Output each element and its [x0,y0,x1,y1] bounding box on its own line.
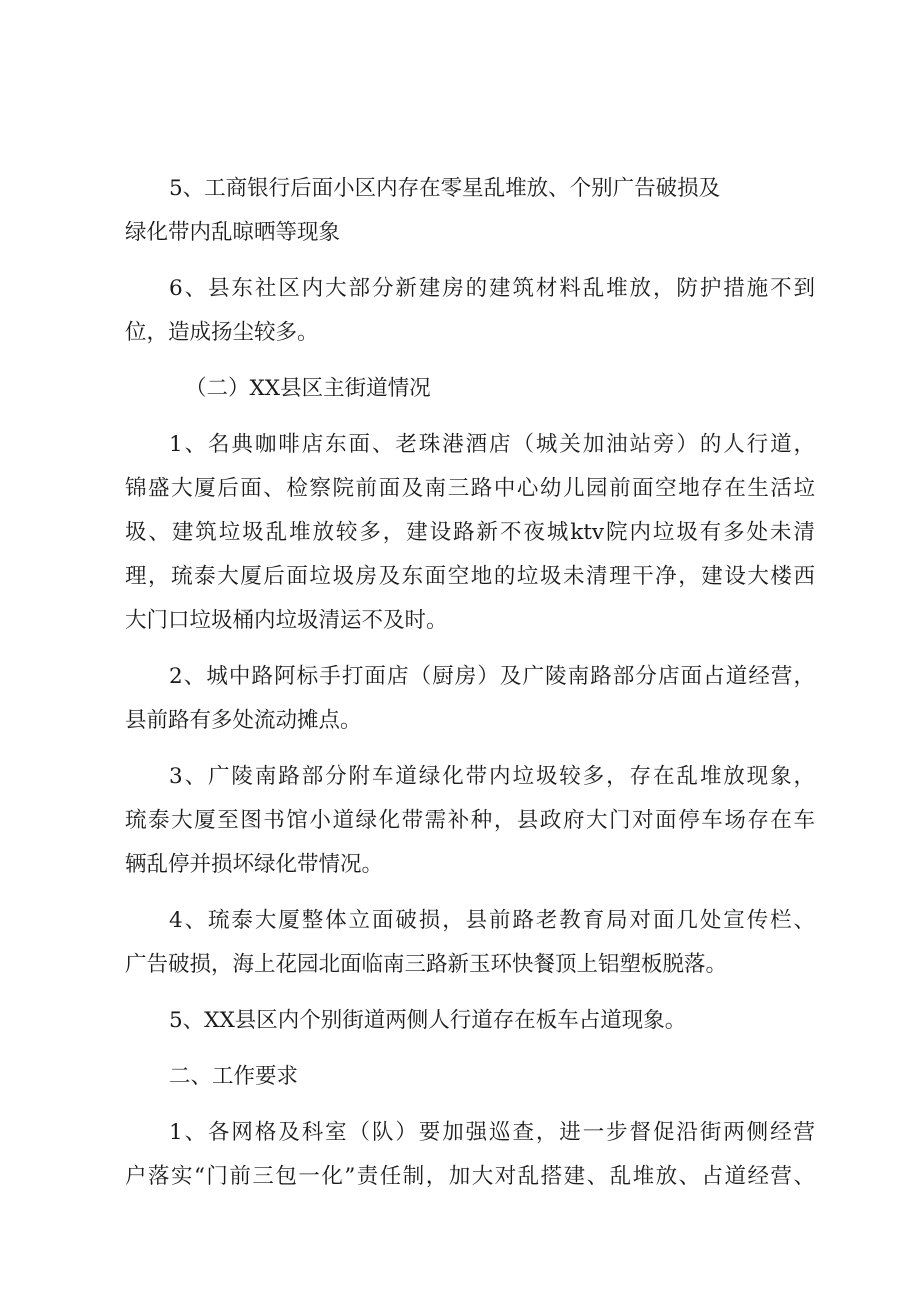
text-line: 位，造成扬尘较多。 [125,320,319,345]
text-line: 县前路有多处流动摊点。 [125,708,362,733]
section-heading-work-requirements [125,1055,815,1099]
heading-line: （二）XX县区主街道情况 [185,376,431,401]
heading-line: 二、工作要求 [169,1064,299,1089]
text-line: 5、XX县区内个别街道两侧人行道存在板车占道现象。 [169,1008,687,1033]
section-heading-main-streets [125,367,815,411]
text-line: 理，琉泰大厦后面垃圾房及东面空地的垃圾未清理干净，建设大楼西 [125,564,815,589]
text-line: 大门口垃圾桶内垃圾清运不及时。 [125,608,448,633]
paragraph-item-4-streets [125,899,815,987]
text-line: 5、工商银行后面小区内存在零星乱堆放、个别广告破损及 [169,176,721,201]
document-body [125,167,815,1199]
text-line: 户落实“门前三包一化”责任制，加大对乱搭建、乱堆放、占道经营、 [125,1164,815,1189]
text-line: 1、名典咖啡店东面、老珠港酒店（城关加油站旁）的人行道， [169,432,815,457]
text-line: 4、琉泰大厦整体立面破损，县前路老教育局对面几处宣传栏、 [169,908,815,933]
paragraph-item-5-streets [125,999,815,1043]
paragraph-item-5-community [125,167,815,255]
text-line: 圾、建筑垃圾乱堆放较多，建设路新不夜城ktv院内垃圾有多处未清 [125,520,815,545]
text-line: 绿化带内乱晾晒等现象 [125,220,341,245]
text-line: 6、县东社区内大部分新建房的建筑材料乱堆放，防护措施不到 [169,276,815,301]
paragraph-item-1-streets [125,423,815,643]
paragraph-item-2-streets [125,655,815,743]
text-line: 琉泰大厦至图书馆小道绿化带需补种，县政府大门对面停车场存在车 [125,808,815,833]
text-line: 1、各网格及科室（队）要加强巡查，进一步督促沿街两侧经营 [169,1120,815,1145]
text-line: 2、城中路阿标手打面店（厨房）及广陵南路部分店面占道经营， [169,664,815,689]
text-line: 锦盛大厦后面、检察院前面及南三路中心幼儿园前面空地存在生活垃 [125,476,815,501]
text-line: 广告破损，海上花园北面临南三路新玉环快餐顶上铝塑板脱落。 [125,952,728,977]
paragraph-item-1-requirements [125,1111,815,1199]
paragraph-item-6-community [125,267,815,355]
text-line: 辆乱停并损坏绿化带情况。 [125,852,384,877]
paragraph-item-3-streets [125,755,815,887]
text-line: 3、广陵南路部分附车道绿化带内垃圾较多，存在乱堆放现象， [169,764,815,789]
